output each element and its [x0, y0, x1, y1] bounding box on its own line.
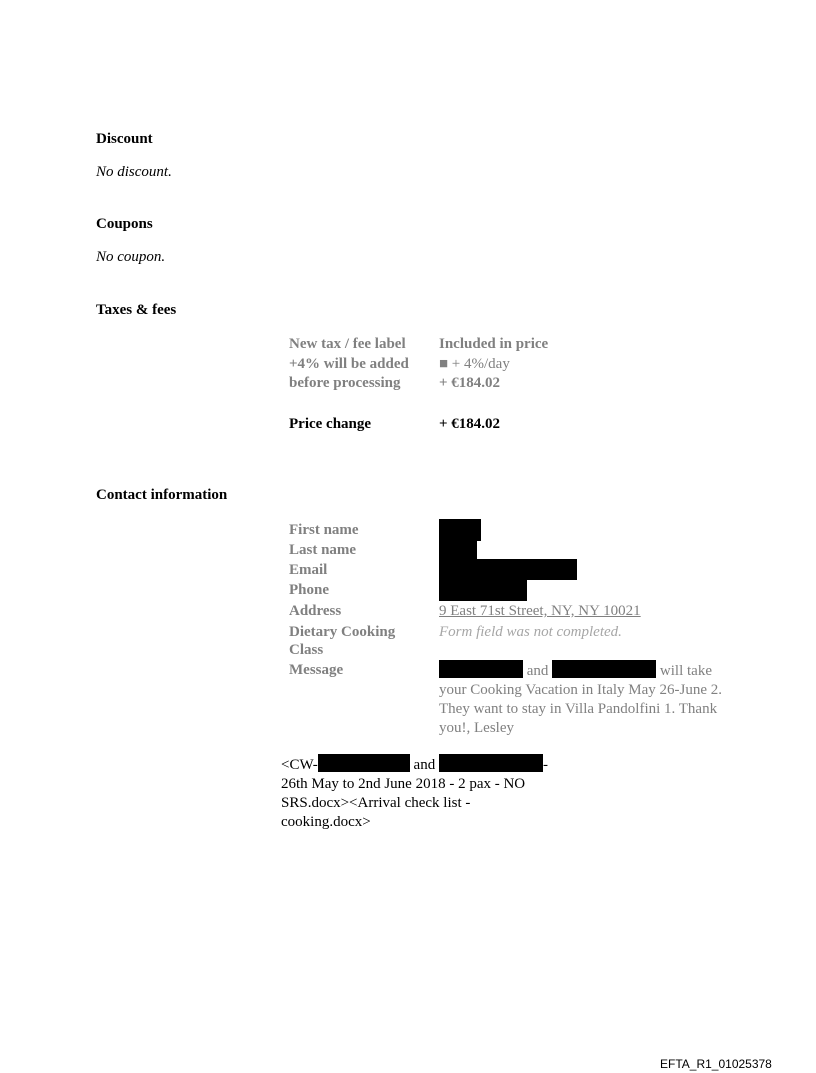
dietary-value: Form field was not completed.: [439, 624, 622, 640]
message-will-take: will take: [659, 663, 712, 679]
message-rest: your Cooking Vacation in Italy May 26-June 2. They want to stay in Villa Pandolfini 1. Thank you!, Lesley: [439, 682, 723, 736]
first-name-label: First name: [289, 522, 359, 538]
discount-heading: Discount: [96, 131, 153, 147]
message-redaction-1: [439, 660, 523, 678]
last-name-redaction: [439, 540, 477, 560]
message-redaction-2: [552, 660, 656, 678]
tax-value-row3: + €184.02: [439, 375, 501, 391]
document-id: EFTA_R1_01025378: [660, 1057, 772, 1071]
attachment-rest: 26th May to 2nd June 2018 - 2 pax - NO SRS.docx><Arrival check list - cooking.docx>: [281, 776, 526, 830]
tax-label-row2: +4% will be added: [289, 356, 409, 372]
dietary-label-line1: Dietary Cooking: [289, 624, 396, 640]
message-label: Message: [289, 662, 344, 678]
attachment-prefix: <CW-: [281, 757, 318, 773]
dietary-label-line2: Class: [289, 642, 324, 658]
address-link[interactable]: 9 East 71st Street, NY, NY 10021: [439, 603, 641, 619]
tax-value-row1: Included in price: [439, 336, 549, 352]
attachment-dash: -: [542, 757, 548, 773]
last-name-label: Last name: [289, 542, 357, 558]
attachment-redaction-2: [439, 754, 543, 772]
attachment-and: and: [413, 757, 436, 773]
tax-value-row2: ■ + 4%/day: [439, 356, 510, 372]
price-change-value: + €184.02: [439, 416, 501, 432]
email-redaction: [439, 559, 577, 580]
tax-label-row1: New tax / fee label: [289, 336, 406, 352]
phone-label: Phone: [289, 582, 330, 598]
attachment-redaction-1: [318, 754, 410, 772]
coupons-text: No coupon.: [96, 249, 166, 265]
attachments-text: [281, 754, 561, 832]
message-text: [439, 660, 729, 738]
tax-label-row3: before processing: [289, 375, 401, 391]
price-change-label: Price change: [289, 416, 372, 432]
contact-heading: Contact information: [96, 487, 228, 503]
taxes-heading: Taxes & fees: [96, 302, 177, 318]
email-label: Email: [289, 562, 328, 578]
message-and: and: [526, 663, 549, 679]
phone-redaction: [439, 580, 527, 601]
first-name-redaction: [439, 519, 481, 541]
coupons-heading: Coupons: [96, 216, 153, 232]
discount-text: No discount.: [96, 164, 172, 180]
address-label: Address: [289, 603, 342, 619]
